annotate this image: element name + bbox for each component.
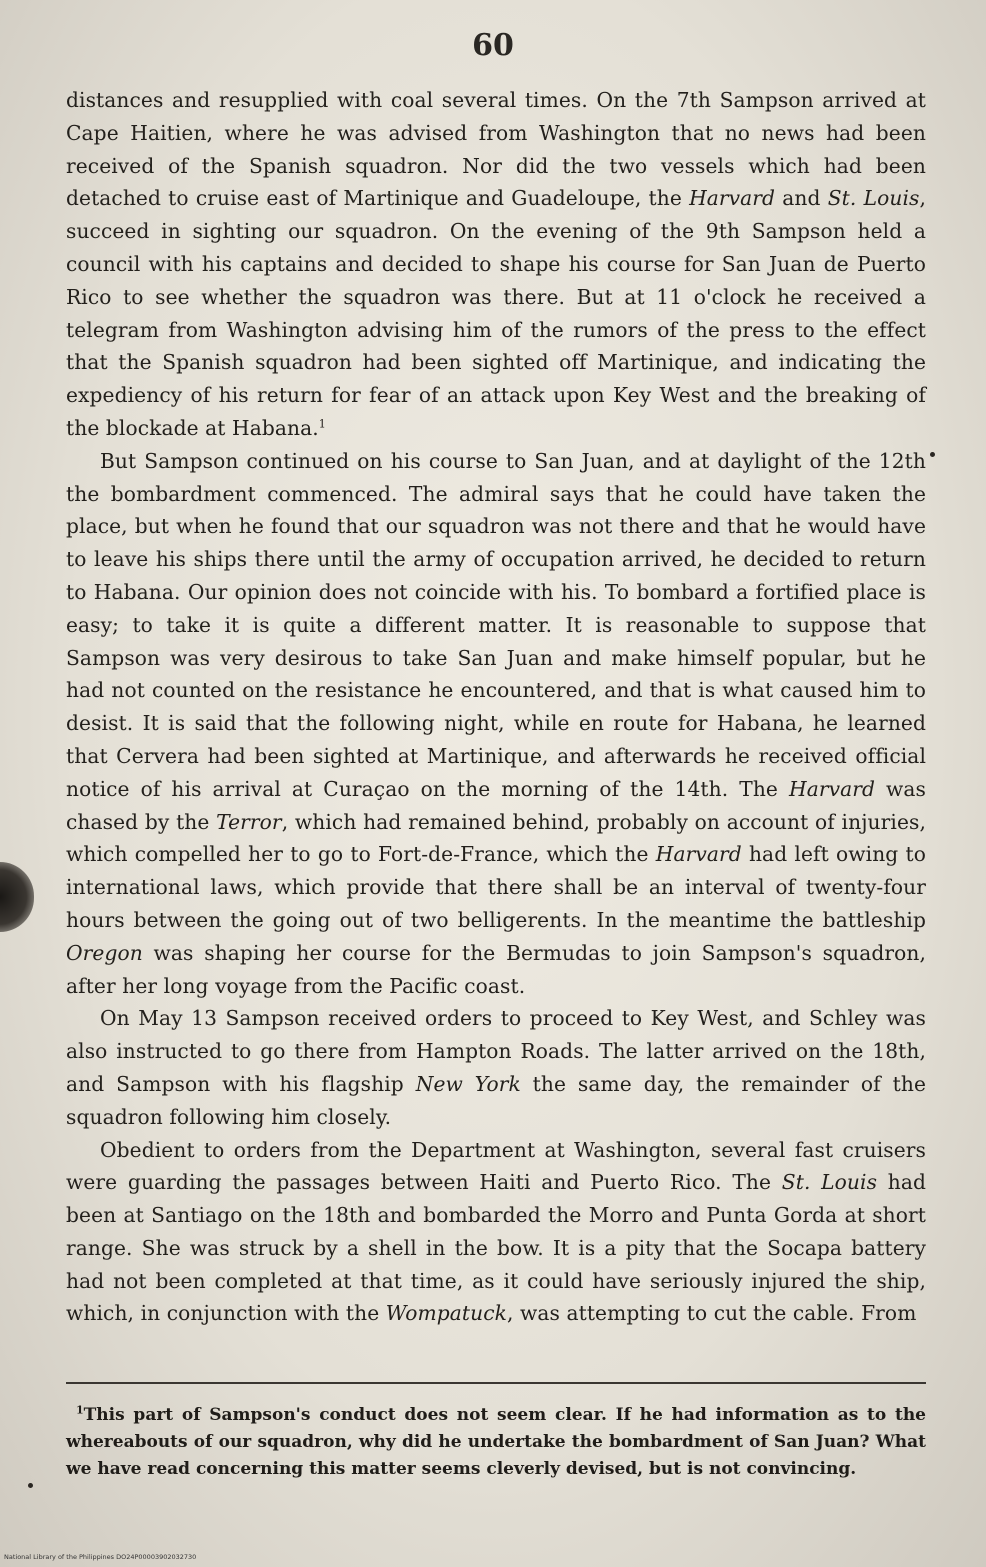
text-segment: Obedient to orders from the Department at Washington, several fast cruisers were guarding the passages between Haiti and Puerto Rico. The: [66, 1137, 926, 1195]
text-segment: had left owing to international laws, which provide that there shall be an interval of twenty-four hours between the going out of two belligerents. In the meantime the battleship: [66, 842, 926, 932]
paragraph: [66, 84, 926, 445]
text-segment: But Sampson continued on his course to San Juan, and at daylight of the 12th the bombardment commenced. The admiral says that he could have taken the place, but when he found that our squadron was not there and that he would have to leave his ships there until the army of occupation arrived, he decided to return to Habana. Our opinion does not coincide with his. To bombard a fortified place is easy; to take it is quite a different matter. It is reasonable to suppose that Sampson was very desirous to take San Juan and make himself popular, but he had not counted on the resistance he encountered, and that is what caused him to desist. It is said that the following night, while en route for Habana, he learned that Cervera had been sighted at Martinique, and afterwards he received official notice of his arrival at Curaçao on the morning of the 14th. The: [66, 448, 926, 801]
paragraph: [66, 1134, 926, 1331]
footnote-text: This part of Sampson's conduct does not seem clear. If he had information as to the whereabouts of our squadron, why did he undertake the bombardment of San Juan? What we have read concerning this matter seems cleverly devised, but is not convincing.: [66, 1405, 926, 1479]
footnote-rule: [66, 1382, 926, 1384]
text-segment: was chased by the: [66, 776, 926, 834]
text-segment: distances and resupplied with coal several times. On the 7th Sampson arrived at Cape Haitien, where he was advised from Washington that no news had been received of the Spanish squadron. Nor did the two vessels which had been detached to cruise east of Martinique and Guadeloupe, the: [66, 88, 926, 211]
ink-speck: [930, 452, 935, 457]
body-text: [66, 84, 926, 1330]
ink-speck: [28, 1483, 33, 1488]
italic-text: St. Louis: [781, 1170, 878, 1195]
text-segment: was shaping her course for the Bermudas to join Sampson's squadron, after her long voyage from the Pacific coast.: [66, 940, 926, 998]
text-segment: On May 13 Sampson received orders to proceed to Key West, and Schley was also instructed to go there from Hampton Roads. The latter arrived on the 18th, and Sampson with his flagship: [66, 1006, 926, 1096]
italic-text: Oregon: [66, 940, 143, 965]
text-segment: , succeed in sighting our squadron. On the evening of the 9th Sampson held a council with his captains and decided to shape his course for San Juan de Puerto Rico to see whether the squadron was there. But at 11 o'clock he received a telegram from Washington advising him of the rumors of the press to the effect that the Spanish squadron had been sighted off Martinique, and indicating the expediency of his return for fear of an attack upon Key West and the breaking of the blockade at Habana.: [66, 186, 926, 440]
italic-text: Terror: [216, 809, 282, 834]
library-credit: National Library of the Philippines DO24P00003902032730: [4, 1553, 197, 1561]
binding-shadow: [0, 862, 34, 932]
italic-text: Harvard: [689, 186, 776, 211]
italic-text: Harvard: [788, 776, 875, 801]
italic-text: Harvard: [655, 842, 742, 867]
footnote-marker: 1: [76, 1403, 84, 1417]
text-segment: , which had remained behind, probably on account of injuries, which compelled her to go to Fort-de-France, which the: [66, 809, 926, 867]
page-number: 60: [472, 28, 514, 63]
text-segment: had been at Santiago on the 18th and bombarded the Morro and Punta Gorda at short range. She was struck by a shell in the bow. It is a pity that the Socapa battery had not been completed at that time, as it could have seriously injured the ship, which, in conjunction with the: [66, 1170, 927, 1326]
italic-text: Wompatuck: [385, 1301, 507, 1326]
paragraph: [66, 1002, 926, 1133]
footnote-reference: 1: [318, 417, 326, 431]
italic-text: St. Louis: [827, 186, 920, 211]
italic-text: New York: [415, 1071, 521, 1096]
paragraph: [66, 445, 926, 1003]
text-segment: , was attempting to cut the cable. From: [506, 1301, 917, 1326]
text-segment: the same day, the remainder of the squadron following him closely.: [66, 1071, 926, 1129]
text-segment: and: [775, 186, 828, 211]
footnote: [66, 1402, 926, 1483]
